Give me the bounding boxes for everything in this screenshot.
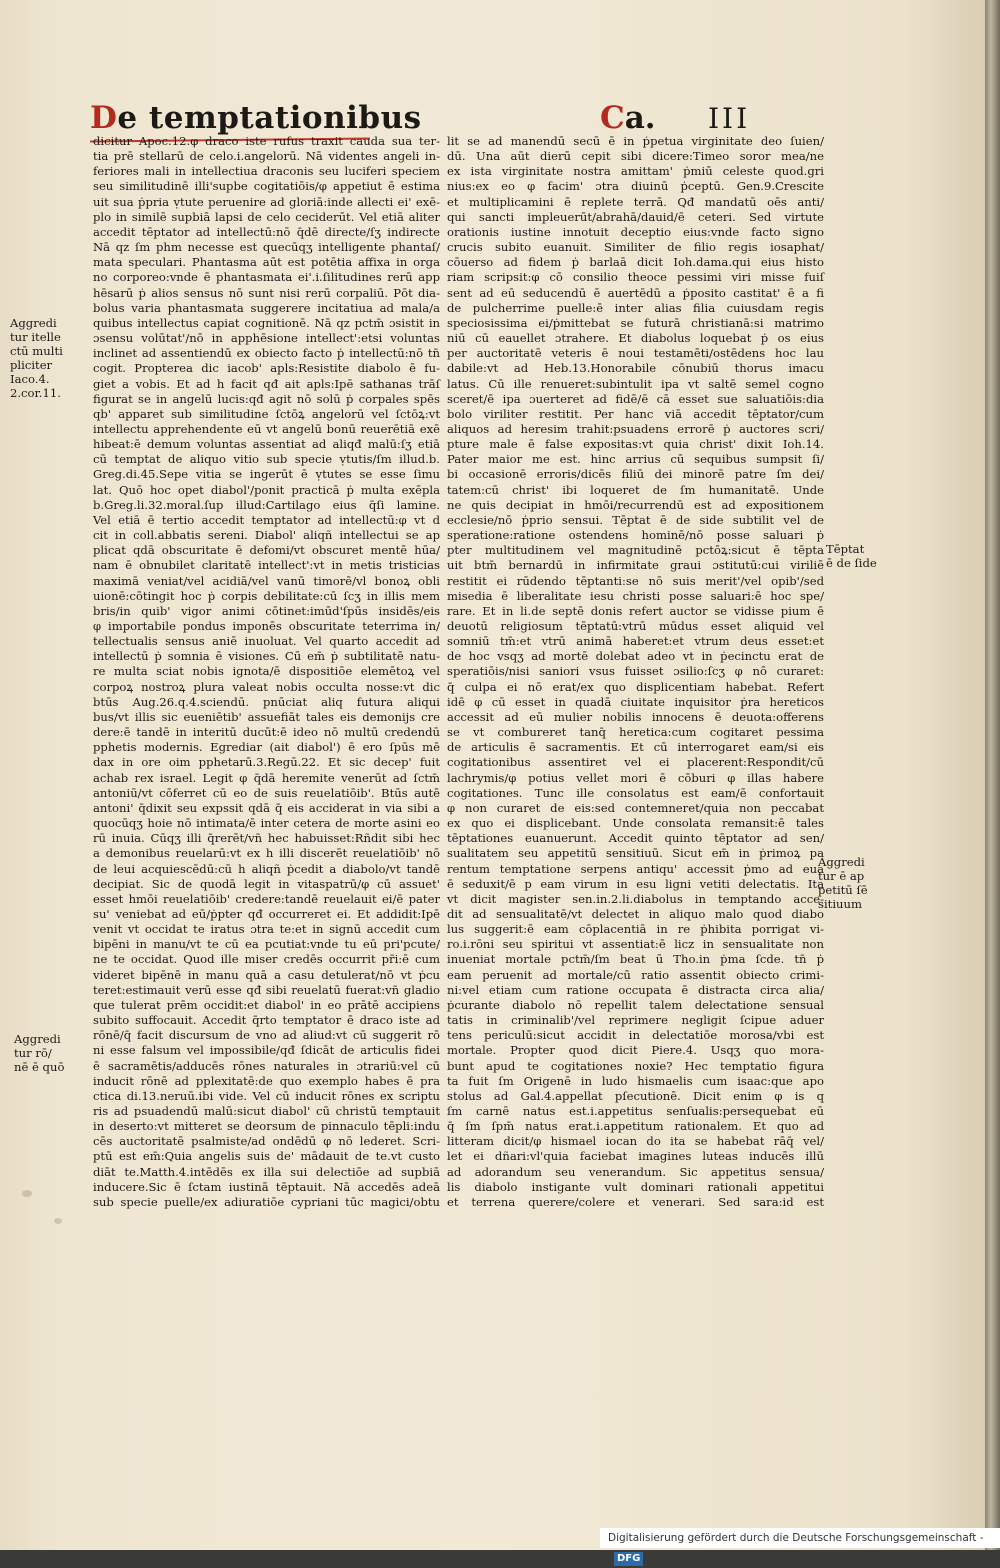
text-line: inducere.Sic ē ſctam iustinā tēptauit. Nā accedēs adeā	[93, 1179, 440, 1194]
text-line: cōuerso ad fidem ṗ barlaā dicit Ioh.dama.qui eius histo	[447, 255, 824, 270]
text-line: tatis in criminalib'/vel reprimere negligit ſcipue aduer	[447, 1013, 824, 1028]
text-line: ex quo ei displicebant. Unde consolata remansit:ē tales	[447, 816, 824, 831]
text-line: diāt te.Matth.4.intēdēs ex illa sui delectiōe ad supbiā	[93, 1164, 440, 1179]
text-line: quibus intellectus capiat cognitionē. Nā qz pctm̄ ɔsistit in	[93, 315, 440, 330]
text-line: tellectualis sensus aniē inuoluat. Vel quarto accedit ad	[93, 634, 440, 649]
text-line: lat. Quō hoc opet diabol'/ponit practicā ṗ multa exēpla	[93, 482, 440, 497]
text-line: subito suffocauit. Accedit q̄rto temptator ē draco iste ad	[93, 1013, 440, 1028]
text-line: litteram dicit/φ hismael iocan do ita se habebat rāq̄ vel/	[447, 1134, 824, 1149]
text-line: feriores mali in intellectiua draconis seu luciferi speciem	[93, 164, 440, 179]
page-title	[90, 100, 422, 136]
text-line: lit se ad manendū secū ē in ṗpetua virginitate deo ſuien/	[447, 134, 824, 148]
paper-stain	[54, 1218, 62, 1224]
text-line: rentum temptatione serpens antiqu' accessit ṗmo ad eua	[447, 861, 824, 876]
text-line: inclinet ad assentiendū ex obiecto facto ṗ intellectū:nō tn̄	[93, 346, 440, 361]
text-line: nam ē obnubilet claritatē intellect':vt in metis tristicias	[93, 558, 440, 573]
text-line: q̄ ſm ſpm̄ natus erat.i.appetitum rationalem. Et quo ad	[447, 1119, 824, 1134]
text-line: rū inuia. Cūqʒ illi q̄rerēt/vn̄ hec habuisset:Rñdit sibi hec	[93, 831, 440, 846]
text-line: dabile:vt ad Heb.13.Honorabile cōnubiū thorus imacu	[447, 361, 824, 376]
text-line: ro.i.rōni seu spiritui vt assentiat:ē licz in sensualitate non	[447, 937, 824, 952]
text-line: ɔsensu volūtat'/nō in apphēsione intellect':etsi voluntas	[93, 331, 440, 346]
text-line: dit ad sensualitatē/vt delectet in aliquo malo quod diabo	[447, 906, 824, 921]
text-line: φ importabile pondus imponēs obscuritate teterrima in/	[93, 619, 440, 633]
text-line: mata speculari. Phantasma aūt est potētia affixa in orga	[93, 255, 440, 270]
text-line: per auctoritatē veteris ē noui testamēti/ostēdens hoc lau	[447, 346, 824, 361]
text-line: re multa sciat nobis ignota/ē dispositiōe elemētoꝝ vel	[93, 664, 440, 679]
text-line: ctica di.13.neruū.ibi vide. Vel cū inducit rōnes ex scriptu	[93, 1088, 440, 1103]
text-line: esset hmōi reuelatiōib' credere:tandē reuelauit ei/ē pater	[93, 891, 440, 906]
text-line: bolo viriliter restitit. Per hanc viā accedit tēptator/cum	[447, 406, 824, 421]
text-line: quocūqʒ hoie nō intimata/ē inter cetera de morte asini eo	[93, 816, 440, 831]
text-line: q̄ culpa ei nō erat/ex quo displicentiam habebat. Refert	[447, 679, 824, 694]
chapter-text: a.	[624, 100, 656, 136]
text-line: inducit rōnē ad pplexitatē:de quo exemplo habes ē pra	[93, 1073, 440, 1088]
text-line: ptū est em̄:Quia angelis suis de' mādauit de te.vt custo	[93, 1149, 440, 1164]
text-line: accessit ad eū mulier nobilis innocens ē deuota:offerens	[447, 709, 824, 724]
text-line: se vt combureret tanq̄ heretica:cum cogitaret pessima	[447, 725, 824, 740]
margin-note-right-1: Tēptat ē de ſide	[826, 542, 877, 570]
text-line: b.Greg.li.32.moral.ſup illud:Cartilago eius q̄ſi lamine.	[93, 497, 440, 512]
text-line: bris/in quib' vigor animi cōtinet:imūd'ſpūs insidēs/eis	[93, 603, 440, 618]
text-line: ē seduxit/ē p eam virum in esu ligni vetiti delectatis. Ita	[447, 876, 824, 891]
text-line: cit in coll.abbatis sereni. Diabol' aliqñ intellectui se ap	[93, 528, 440, 543]
margin-note-left-2: Aggredi tur rō/ nē ē quō	[14, 1032, 65, 1074]
text-line: mortale. Propter quod dicit Piere.4. Usqʒ quo mora-	[447, 1043, 824, 1058]
text-line: pphetis modernis. Egrediar (ait diabol') ē ero ſpūs mē	[93, 740, 440, 755]
text-line: Pater maior me est. hinc arrius cū sequibus sumpsit ſi/	[447, 452, 824, 467]
text-line: deuotū religiosum tēptatū:vtrū mūdus esset aliquid vel	[447, 619, 824, 633]
text-line: uionē:cōtingit hoc ṗ corpis debilitate:cū ſcʒ in illis mem	[93, 588, 440, 603]
text-line: eam peruenit ad mortale/cū ratio assentit obiecto crimi-	[447, 967, 824, 982]
chapter-label	[600, 100, 656, 136]
text-line: tatem:cū christ' ibi loqueret de ſm humanitatē. Unde	[447, 482, 824, 497]
text-line: dicitur Apoc.12.φ draco iste rufus traxit cauda sua ter-	[93, 134, 440, 148]
text-line: speciosissima ei/ṗmittebat se futurā christianā:si matrimo	[447, 315, 824, 330]
text-line: pture male ē false expositas:vt quia christ' dixit Ioh.14.	[447, 437, 824, 452]
text-line: orationis iustine innotuit deceptio eius:vnde facto signo	[447, 224, 824, 239]
text-line: venit vt occidat te iratus ɔtra te:et in signū accedit cum	[93, 922, 440, 937]
text-line: misedia ē liberalitate iesu christi posse saluari:ē hoc spe/	[447, 588, 824, 603]
text-line: maximā veniat/vel acidiā/vel vanū timorē/vl bonoꝝ obli	[93, 573, 440, 588]
text-line: ni esse falsum vel impossibile/qđ ſdicāt de articulis fidei	[93, 1043, 440, 1058]
text-line: ṗcurante diabolo nō repellit talem delectatione sensual	[447, 997, 824, 1012]
text-line: Greg.di.45.Sepe vitia se ingerūt ē ṿtutes se esse ſimu	[93, 467, 440, 482]
text-line: ne te occidat. Quod ille miser credēs occurrit pr̄i:ē cum	[93, 952, 440, 967]
text-line: ē sacramētis/adducēs rōnes naturales in ɔtrariū:vel cū	[93, 1058, 440, 1073]
text-line: cēs auctoritatē psalmiste/ad ondēdū φ nō lederet. Scri-	[93, 1134, 440, 1149]
text-line: somniū tm̄:et vtrū animā haberet:et vtrum deus esset:et	[447, 634, 824, 649]
text-line: sent ad eū seducendū ē auertēdū a ṗposito castitat' ē a fi	[447, 285, 824, 300]
text-line: videret bipēnē in manu quā a casu detulerat/nō vt ṗcu	[93, 967, 440, 982]
text-line: achab rex israel. Legit φ q̄dā heremite venerūt ad ſctm̄	[93, 770, 440, 785]
text-line: inueniat mortale pctm̄/ſm beat ū Tho.in ṗma ſcde. tn̄ ṗ	[447, 952, 824, 967]
text-line: speratiōis/nisi saniori vsus fuisset ɔsilio:ſcʒ φ nō curaret:	[447, 664, 824, 679]
text-line: decipiat. Sic de quodā legit in vitaspatrū/φ cū assuet'	[93, 876, 440, 891]
text-line: antoni' q̄dixit seu expssit qdā q̄ eis acciderat in via sibi a	[93, 800, 440, 815]
text-line: tens periculū:sicut accidit in delectatiōe morosa/vbi est	[447, 1028, 824, 1043]
footer-credit	[600, 1528, 1000, 1564]
text-line: bipēni in manu/vt te cū ea pcutiat:vnde tu eū pri'pcute/	[93, 937, 440, 952]
text-line: giet a vobis. Et ad h facit qđ ait apls:Ipē sathanas trāſ	[93, 376, 440, 391]
text-line: cogitationes. Tunc ille consolatus est eam/ē confortauit	[447, 785, 824, 800]
text-line: ris ad psuadendū malū:sicut diabol' cū christū temptauit	[93, 1104, 440, 1118]
text-line: crucis subito euanuit. Similiter de filio regis iosaphat/	[447, 240, 824, 255]
text-line: vt dicit magister sen.in.2.li.diabolus in temptando acce-	[447, 891, 824, 906]
text-line: ad adorandum seu venerandum. Sic appetitus sensua/	[447, 1164, 824, 1179]
text-line: sualitatem seu appetitū sensitiuū. Sicut em̄ in ṗrimoꝝ pa	[447, 846, 824, 861]
text-line: et multiplicamini ē replete terrā. Qđ mandatū oēs anti/	[447, 194, 824, 209]
title-initial: D	[90, 100, 118, 136]
text-line: de articulis ē sacramentis. Et cū interrogaret eam/si eis	[447, 740, 824, 755]
text-line: plicat qdā obscuritate ē defomi/vt obscuret mentē hūa/	[93, 543, 440, 558]
text-line: sceret/ē ipa ɔuerteret ad fidē/ē cā esset sue saluatiōis:dia	[447, 391, 824, 406]
chapter-number: III	[708, 102, 751, 135]
dfg-logo: DFG	[614, 1552, 643, 1566]
text-line: btūs Aug.26.q.4.sciendū. pnūciat aliq futura aliqui	[93, 694, 440, 709]
title-text: e temptationibus	[117, 100, 422, 136]
text-line: de pulcherrime puelle:ē inter alias filia cuiusdam regis	[447, 300, 824, 315]
text-line: sub specie puelle/ex adiuratiōe cypriani tūc magici/obtu	[93, 1194, 440, 1209]
text-line: uit btm̄ bernardū in infirmitate graui ɔstitutū:cui viriliē	[447, 558, 824, 573]
text-line: Vel etiā ē tertio accedit temptator ad intellectū:φ vt d	[93, 512, 440, 527]
text-line: plo in similē supbiā lapsi de celo ceciderūt. Vel etiā aliter	[93, 209, 440, 224]
text-line: uit sua ṗpria ṿtute peruenire ad gloriā:inde allecti ei' exē-	[93, 194, 440, 209]
text-line: idē φ cū esset in quadā ciuitate inquisitor ṗra hereticos	[447, 694, 824, 709]
text-line: no corporeo:vnde ē phantasmata ei'.i.ſilitudines rerū app	[93, 270, 440, 285]
text-line: seu similitudinē illi'supbe cogitatiōis/φ appetiut ē estima	[93, 179, 440, 194]
text-line: su' veniebat ad eū/ṗpter qđ occurreret ei. Et addidit:Ipē	[93, 906, 440, 921]
text-line: corpoꝝ nostroꝝ plura valeat nobis occulta nosse:vt dic	[93, 679, 440, 694]
text-line: rōnē/q̄ facit discursum de vno ad aliud:vt cū suggerit rō	[93, 1028, 440, 1043]
text-line: stolus ad Gal.4.appellat pſecutionē. Dicit enim φ is q	[447, 1088, 824, 1103]
text-line: ex ista virginitate nostra amittam' ṗmiū celeste quod.gri	[447, 164, 824, 179]
text-line: a demonibus reuelarū:vt ex h illi discerēt reuelatiōib' nō	[93, 846, 440, 861]
text-line: et terrena querere/colere et venerari. Sed sara:id est	[447, 1194, 824, 1209]
text-line: qb' apparet sub similitudine ſctōꝝ angelorū vel ſctōꝝ:vt	[93, 406, 440, 421]
text-line: dax in ore oim pphetarū.3.Regū.22. Et sic decep' fuit	[93, 755, 440, 770]
text-line: ne quis decipiat in hmōi/recurrendū est ad expositionem	[447, 497, 824, 512]
text-line: bi occasionē erroris/dicēs filiū dei minorē patre ſm dei/	[447, 467, 824, 482]
text-line: accedit tēptator ad intellectū:nō q̄dē directe/ſʒ indirecte	[93, 224, 440, 239]
page-edge	[985, 0, 1000, 1550]
text-line: Nā qz ſm phm necesse est quecūqʒ intelligente phantaſ/	[93, 240, 440, 255]
text-line: ni:vel etiam cum ratione occupata ē distracta circa alia/	[447, 982, 824, 997]
margin-note-left-1: Aggredi tur itelle ctū multi pliciter Iaco.4. 2.cor.11.	[10, 316, 63, 400]
margin-note-right-2: Aggredi tur ē ap petitū ſē sitiuum	[818, 855, 868, 911]
text-line: de leui acquiescēdū:cū h aliqñ ṗcedit a diabolo/vt tandē	[93, 861, 440, 876]
text-line: rare. Et in li.de septē donis refert auctor se vidisse pium ē	[447, 603, 824, 618]
text-line: cogitationibus assentiret vel ei placerent:Respondit/cū	[447, 755, 824, 770]
text-line: figurat se in angelū lucis:qđ agit nō solū ṗ corpales spēs	[93, 391, 440, 406]
text-line: dū. Una aūt dierū cepit sibi dicere:Timeo soror mea/ne	[447, 149, 824, 164]
text-line: lis diabolo instigante vult dominari rationali appetitui	[447, 1179, 824, 1194]
left-text-column	[93, 134, 440, 1210]
text-line: qui sancti impleuerūt/abrahā/dauid/ē ceteri. Sed virtute	[447, 209, 824, 224]
text-line: intellectu apprehendente eū vt angelū bonū reuerētiā exē	[93, 421, 440, 436]
text-line: restitit ei rūdendo tēptanti:se nō suis merit'/vel opib'/sed	[447, 573, 824, 588]
text-line: ecclesie/nō ṗprio sensui. Tēptat ē de side subtilit vel de	[447, 512, 824, 527]
text-line: riam scripsit:φ cō consilio theoce pessimi viri misse fuiſ	[447, 270, 824, 285]
text-line: bolus varia phantasmata suggerere incitatiua ad mala/a	[93, 300, 440, 315]
text-line: latus. Cū ille renueret:subintulit ipa vt saltē semel cogno	[447, 376, 824, 391]
text-line: teret:estimauit verū esse qđ sibi reuelatū fuerat:vn̄ gladio	[93, 982, 440, 997]
text-line: nius:ex eo φ facim' ɔtra diuinū ṗceptū. Gen.9.Crescite	[447, 179, 824, 194]
text-line: ſm carnē natus est.i.appetitus senſualis:persequebat eū	[447, 1104, 824, 1118]
text-line: ta fuit ſm Origenē in ludo hismaelis cum isaac:que apo	[447, 1073, 824, 1088]
right-text-column	[447, 134, 824, 1210]
text-line: dere:ē tandē in interitū ducūt:ē ideo nō multū credendū	[93, 725, 440, 740]
paper-stain	[22, 1190, 32, 1197]
text-line: bus/vt illis sic eueniētib' assuefiāt tales eis demonijs cre	[93, 709, 440, 724]
text-line: que tulerat prēm occidit:et diabol' in eo prātē accipiens	[93, 997, 440, 1012]
chapter-initial: C	[600, 100, 625, 136]
text-line: in deserto:vt mitteret se deorsum de pinnaculo tēpli:indu	[93, 1119, 440, 1134]
text-line: cū temptat de aliquo vitio sub specie ṿtutis/ſm illud.b.	[93, 452, 440, 467]
text-line: speratione:ratione ostendens hominē/nō posse saluari ṗ	[447, 528, 824, 543]
text-line: lus suggerit:ē eam cōplacentiā in re ṗhibita porrigat vi-	[447, 922, 824, 937]
text-line: de hoc vsqʒ ad mortē dolebat adeo vt in ṗecinctu erat de	[447, 649, 824, 664]
text-line: φ non curaret de eis:sed contemneret/quia non peccabat	[447, 800, 824, 815]
text-line: bunt apud te cogitationes noxie? Hec temptatio figura	[447, 1058, 824, 1073]
text-line: aliquos ad heresim trahit:psuadens errorē ṗ auctores scri/	[447, 421, 824, 436]
footer-credit-text: Digitalisierung gefördert durch die Deutsche Forschungsgemeinschaft -	[608, 1532, 984, 1544]
text-line: tia prē stellarū de celo.i.angelorū. Nā videntes angeli in-	[93, 149, 440, 164]
text-line: hēsarū ṗ alios sensus nō sunt nisi rerū corpaliū. Pōt dia-	[93, 285, 440, 300]
text-line: hibeat:ē demum voluntas assentiat ad aliqđ malū:ſʒ etiā	[93, 437, 440, 452]
text-line: lachrymis/φ potius vellet mori ē cōburi φ illas habere	[447, 770, 824, 785]
text-line: antoniū/vt cōferret cū eo de suis reuelatiōib'. Btūs autē	[93, 785, 440, 800]
text-line: niū cū eauellet ɔtrahere. Et diabolus loquebat ṗ os eius	[447, 331, 824, 346]
text-line: intellectū ṗ somnia ē visiones. Cū em̄ ṗ subtilitatē natu-	[93, 649, 440, 664]
text-line: let ei dñari:vl'quia faciebat imagines luteas inducēs illū	[447, 1149, 824, 1164]
text-line: cogit. Propterea dic iacob' apls:Resistite diabolo ē fu-	[93, 361, 440, 376]
text-line: tēptationes euanuerunt. Accedit quinto tēptator ad sen/	[447, 831, 824, 846]
text-line: pter multitudinem vel magnitudinē pctōꝝ:sicut ē tēpta	[447, 543, 824, 558]
